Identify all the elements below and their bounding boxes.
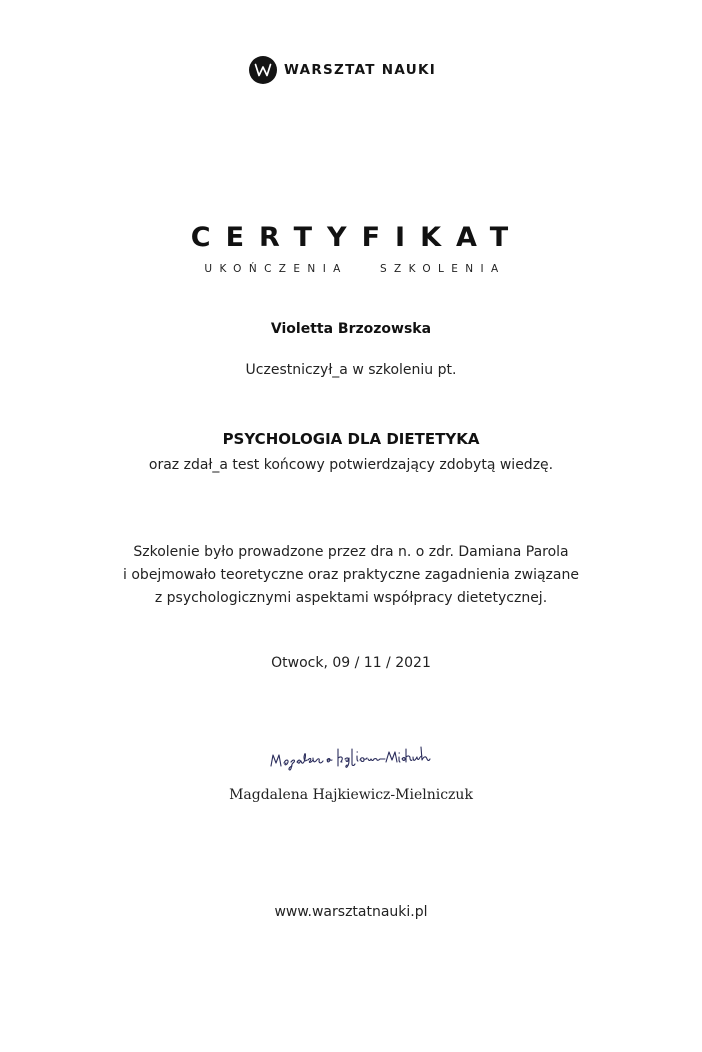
certificate-subtitle: UKOŃCZENIA SZKOLENIA — [204, 263, 506, 275]
website-link[interactable]: www.warsztatnauki.pl — [274, 904, 428, 920]
certificate-title: CERTYFIKAT — [190, 222, 524, 253]
recipient-name: Violetta Brzozowska — [270, 321, 432, 337]
description-line: z psychologicznymi aspektami współpracy dietetycznej. — [154, 590, 548, 606]
w-letter-icon — [254, 63, 272, 77]
brand-logo — [249, 55, 436, 85]
signer-name: Magdalena Hajkiewicz-Mielniczuk — [229, 787, 473, 803]
brand-logo-mark — [249, 56, 277, 84]
description-line: i obejmowało teoretyczne oraz praktyczne zagadnienia związane — [123, 567, 579, 583]
course-description — [0, 541, 702, 610]
brand-name: WARSZTAT NAUKI — [284, 62, 437, 78]
test-passed-text: oraz zdał_a test końcowy potwierdzający zdobytą wiedzę. — [148, 457, 554, 473]
place-and-date: Otwock, 09 / 11 / 2021 — [271, 655, 431, 671]
participation-text: Uczestniczył_a w szkoleniu pt. — [245, 362, 457, 378]
description-line: Szkolenie było prowadzone przez dra n. o zdr. Damiana Parola — [133, 544, 569, 560]
handwritten-signature — [268, 735, 432, 773]
course-title: PSYCHOLOGIA DLA DIETETYKA — [222, 430, 480, 448]
